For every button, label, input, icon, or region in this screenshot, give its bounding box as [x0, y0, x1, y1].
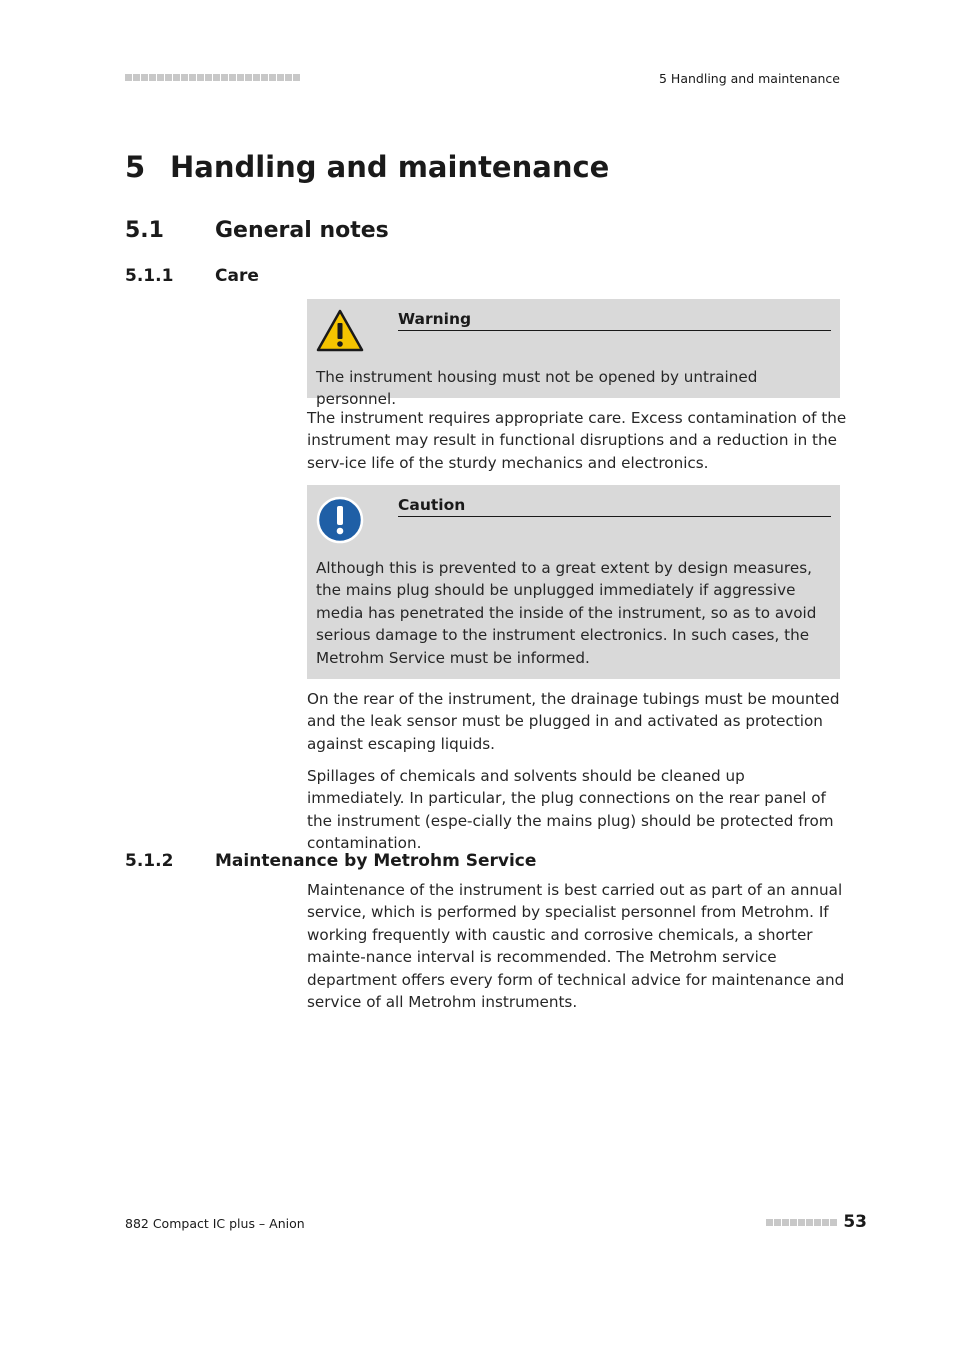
section-heading [125, 218, 389, 243]
subsection-number: 5.1.2 [125, 851, 174, 871]
page-number: 53 [843, 1212, 867, 1232]
subsection-title: Care [215, 266, 259, 286]
subsection-heading-maintenance [125, 851, 536, 871]
warning-text: The instrument housing must not be opened by untrained personnel. [316, 368, 758, 409]
footer-product-name: 882 Compact IC plus – Anion [125, 1216, 305, 1231]
footer-page-info [766, 1212, 867, 1232]
care-paragraph-3: Spillages of chemicals and solvents should be cleaned up immediately. In particular, the plug connections on the rear panel of the instrument (espe-cially the mains plug) should be protected from contamination. [307, 767, 834, 853]
subsection-number: 5.1.1 [125, 266, 174, 286]
subsection-title: Maintenance by Metrohm Service [215, 851, 537, 871]
caution-notice [307, 485, 840, 679]
chapter-title: Handling and maintenance [170, 150, 610, 184]
caution-title: Caution [398, 495, 831, 517]
subsection-heading-care [125, 266, 259, 286]
running-header: 5 Handling and maintenance [659, 71, 840, 86]
chapter-heading [125, 150, 609, 184]
warning-notice [307, 299, 840, 409]
header-decoration [125, 74, 300, 81]
footer-decoration [766, 1219, 837, 1226]
chapter-number: 5 [125, 150, 146, 184]
exclamation-circle-icon [316, 496, 364, 548]
section-number: 5.1 [125, 218, 164, 243]
care-paragraph-1: The instrument requires appropriate care. Excess contamination of the instrument may result in functional disruptions and a reduction in the serv-ice life of the sturdy mechanics and electronics. [307, 409, 847, 472]
warning-triangle-icon [316, 309, 364, 357]
care-paragraph-2: On the rear of the instrument, the drainage tubings must be mounted and the leak sensor must be plugged in and activated as protection against escaping liquids. [307, 690, 840, 753]
caution-text: Although this is prevented to a great extent by design measures, the mains plug should be unplugged immediately if aggressive media has penetrated the inside of the instrument, so as to avoid serious damage to the instrument electronics. In such cases, the Metrohm Service must be informed. [316, 559, 817, 667]
maintenance-paragraph: Maintenance of the instrument is best carried out as part of an annual service, which is performed by specialist personnel from Metrohm. If working frequently with caustic and corrosive chemicals, a shorter mainte-nance interval is recommended. The Metrohm service department offers every form of technical advice for maintenance and service of all Metrohm instruments. [307, 881, 845, 1012]
warning-title: Warning [398, 309, 831, 331]
section-title: General notes [215, 218, 389, 243]
